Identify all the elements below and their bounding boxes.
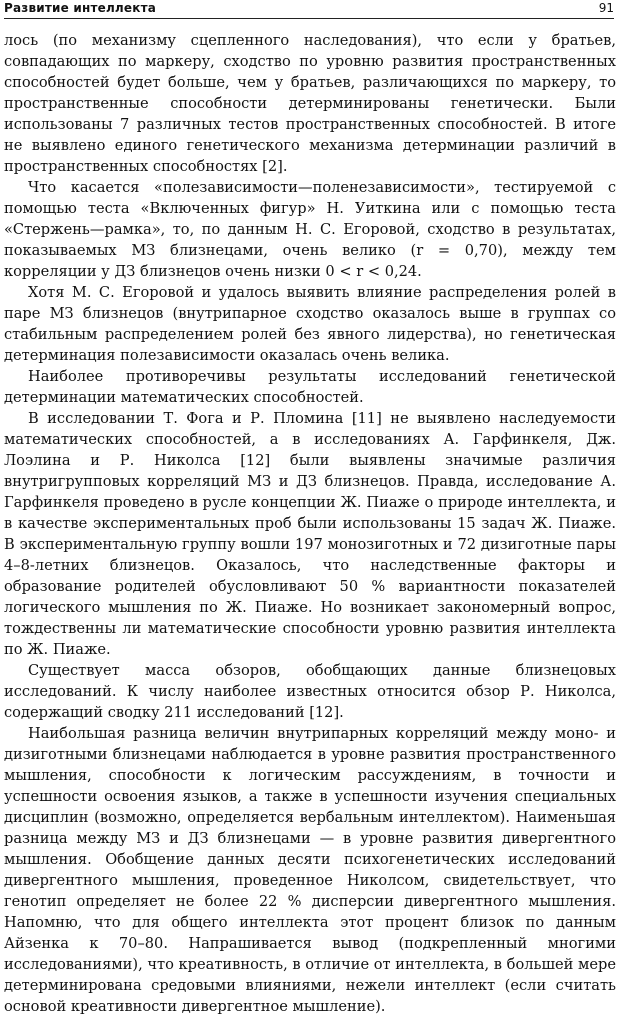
paragraph-correlation-differences: Наибольшая разница величин внутрипарных корреляций между моно- и дизиготными близнецами наблюдается в уровне развития пространственного мышления, способности к логическим рассуждениям, в точности и успешности освоения языков, а также в успешности изучения специальных дисциплин (возможно, определяется вербальным интеллектом). Наименьшая разница между МЗ и ДЗ близнецами — в уровне развития дивергентного мышления. Обобщение данных десяти психогенетических исследований дивергентного мышления, проведенное Николсом, свидетельствует, что генотип определяет не более 22 % дисперсии дивергентного мышления. Напомню, что для общего интеллекта этот процент близок по данным Айзенка к 70–80. Напрашивается вывод (подкрепленный многими исследованиями), что креативность, в отличие от интеллекта, в большей мере детерминирована средовыми влияниями, нежели интеллект (если считать основой креативности дивергентное мышление). [4, 725, 616, 1015]
paragraph-continued: лось (по механизму сцепленного наследования), что если у братьев, совпадающих по маркеру, сходство по уровню развития пространственных способностей будет больше, чем у братьев, различающихся по маркеру, то пространственные способности детерминированы генетически. Были использованы 7 различных тестов пространственных способностей. В итоге не выявлено единого генетического механизма детерминации различий в пространственных способностях [2]. [4, 32, 616, 175]
paragraph-reviews: Существует масса обзоров, обобщающих данные близнецовых исследований. К числу наиболее известных относится обзор Р. Николса, содержащий сводку 211 исследований [12]. [4, 662, 616, 721]
paragraph-role-distribution: Хотя М. С. Егоровой и удалось выявить влияние распределения ролей в паре МЗ близнецов (внутрипарное сходство оказалось выше в группах со стабильным распределением ролей без явного лидерства), но генетическая детерминация полезависимости оказалась очень велика. [4, 284, 616, 364]
body-text [4, 30, 616, 1017]
paragraph-math-studies: В исследовании Т. Фога и Р. Пломина [11] не выявлено наследуемости математических способностей, а в исследованиях А. Гарфинкеля, Дж. Лоэлина и Р. Николса [12] были выявлены значимые различия внутригрупповых корреляций МЗ и ДЗ близнецов. Правда, исследование А. Гарфинкеля проведено в русле концепции Ж. Пиаже о природе интеллекта, и в качестве экспериментальных проб были использованы 15 задач Ж. Пиаже. В экспериментальную группу вошли 197 монозиготных и 72 дизиготные пары 4–8-летних близнецов. Оказалось, что наследственные факторы и образование родителей обусловливают 50 % вариантности показателей логического мышления по Ж. Пиаже. Но возникает закономерный вопрос, тождественны ли математические способности уровню развития интеллекта по Ж. Пиаже. [4, 410, 616, 658]
section-title: Развитие интеллекта [4, 1, 157, 15]
running-header [4, 0, 614, 19]
paragraph-field-dependence: Что касается «полезависимости—поленезависимости», тестируемой с помощью теста «Включенных фигур» Н. Уиткина или с помощью теста «Стержень—рамка», то, по данным Н. С. Егоровой, сходство в результатах, показываемых МЗ близнецами, очень велико (r = 0,70), между тем корреляции у ДЗ близнецов очень низки 0 < r < 0,24. [4, 179, 616, 280]
paragraph-math-abilities-intro: Наиболее противоречивы результаты исследований генетической детерминации математических способностей. [4, 368, 616, 406]
page-number: 91 [598, 1, 614, 15]
